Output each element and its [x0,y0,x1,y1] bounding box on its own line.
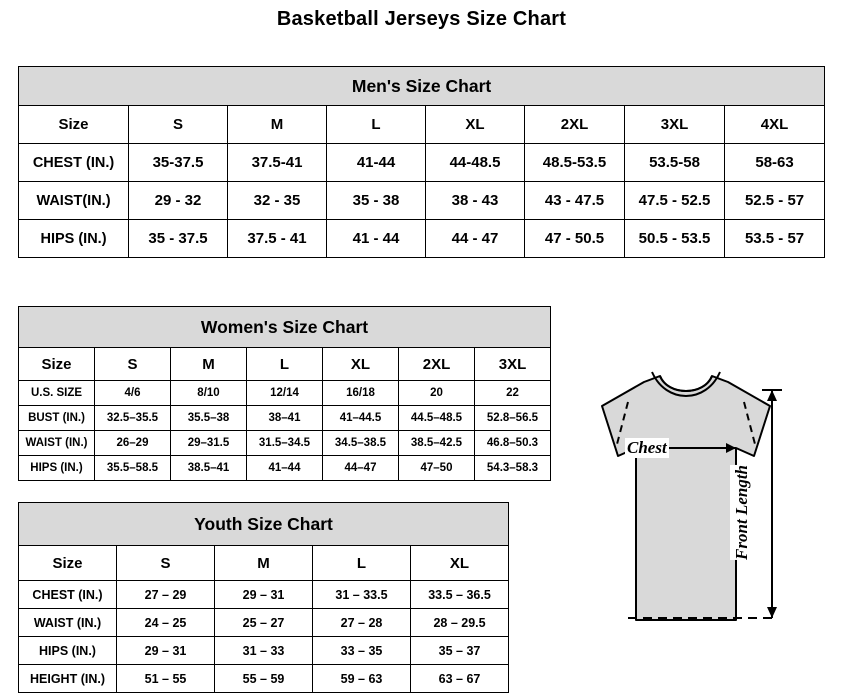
table-row [19,182,825,220]
cell-waist-m: 32 - 35 [228,182,327,220]
column-header-m: M [215,546,313,581]
table-caption-row [19,67,825,106]
row-label-waist: WAIST (IN.) [19,609,117,637]
cell-bust-xl: 41–44.5 [323,406,399,431]
column-header-size: Size [19,546,117,581]
column-header-3xl: 3XL [475,348,551,381]
column-header-s: S [129,106,228,144]
mens-size-chart [18,66,825,258]
cell-height-xl: 63 – 67 [411,665,509,693]
column-header-xl: XL [323,348,399,381]
youth-size-chart [18,502,509,693]
front-length-arrow-top [767,390,777,401]
cell-hips-2xl: 47 - 50.5 [525,220,625,258]
cell-hips-s: 29 – 31 [117,637,215,665]
cell-ussize-m: 8/10 [171,381,247,406]
cell-waist-l: 31.5–34.5 [247,431,323,456]
cell-waist-s: 29 - 32 [129,182,228,220]
row-label-waist: WAIST(IN.) [19,182,129,220]
cell-chest-l: 31 – 33.5 [313,581,411,609]
column-header-3xl: 3XL [625,106,725,144]
cell-waist-3xl: 47.5 - 52.5 [625,182,725,220]
cell-hips-3xl: 54.3–58.3 [475,456,551,481]
jersey-measurement-diagram [540,360,832,672]
cell-bust-m: 35.5–38 [171,406,247,431]
table-header-row [19,106,825,144]
cell-hips-l: 33 – 35 [313,637,411,665]
cell-hips-l: 41 - 44 [327,220,426,258]
chest-dimension-label: Chest [627,438,667,457]
cell-height-s: 51 – 55 [117,665,215,693]
column-header-4xl: 4XL [725,106,825,144]
row-label-height: HEIGHT (IN.) [19,665,117,693]
column-header-size: Size [19,106,129,144]
cell-chest-xl: 44-48.5 [426,144,525,182]
cell-chest-m: 29 – 31 [215,581,313,609]
column-header-m: M [228,106,327,144]
table-row [19,609,509,637]
cell-waist-2xl: 38.5–42.5 [399,431,475,456]
cell-ussize-3xl: 22 [475,381,551,406]
table-row [19,144,825,182]
cell-waist-3xl: 46.8–50.3 [475,431,551,456]
cell-height-m: 55 – 59 [215,665,313,693]
column-header-l: L [313,546,411,581]
table-row [19,406,551,431]
cell-bust-2xl: 44.5–48.5 [399,406,475,431]
column-header-l: L [327,106,426,144]
cell-waist-l: 35 - 38 [327,182,426,220]
page-title: Basketball Jerseys Size Chart [276,8,567,30]
cell-hips-4xl: 53.5 - 57 [725,220,825,258]
cell-bust-s: 32.5–35.5 [95,406,171,431]
column-header-xl: XL [426,106,525,144]
table-header-row [19,348,551,381]
cell-chest-m: 37.5-41 [228,144,327,182]
cell-hips-xl: 35 – 37 [411,637,509,665]
column-header-l: L [247,348,323,381]
cell-hips-xl: 44–47 [323,456,399,481]
column-header-xl: XL [411,546,509,581]
row-label-bust: BUST (IN.) [19,406,95,431]
column-header-s: S [95,348,171,381]
column-header-2xl: 2XL [525,106,625,144]
youth-size-table [18,502,509,693]
cell-chest-s: 35-37.5 [129,144,228,182]
cell-hips-2xl: 47–50 [399,456,475,481]
cell-chest-4xl: 58-63 [725,144,825,182]
row-label-hips: HIPS (IN.) [19,456,95,481]
table-caption-row [19,503,509,546]
cell-hips-3xl: 50.5 - 53.5 [625,220,725,258]
row-label-chest: CHEST (IN.) [19,581,117,609]
column-header-s: S [117,546,215,581]
cell-ussize-s: 4/6 [95,381,171,406]
table-row [19,431,551,456]
column-header-size: Size [19,348,95,381]
mens-chart-caption: Men's Size Chart [19,67,825,106]
table-row [19,581,509,609]
table-header-row [19,546,509,581]
womens-chart-caption: Women's Size Chart [19,307,551,348]
cell-waist-s: 26–29 [95,431,171,456]
cell-waist-xl: 38 - 43 [426,182,525,220]
column-header-2xl: 2XL [399,348,475,381]
row-label-us-size: U.S. SIZE [19,381,95,406]
cell-chest-l: 41-44 [327,144,426,182]
table-caption-row [19,307,551,348]
cell-height-l: 59 – 63 [313,665,411,693]
cell-chest-xl: 33.5 – 36.5 [411,581,509,609]
cell-waist-4xl: 52.5 - 57 [725,182,825,220]
cell-ussize-2xl: 20 [399,381,475,406]
row-label-hips: HIPS (IN.) [19,220,129,258]
womens-size-table [18,306,551,481]
row-label-chest: CHEST (IN.) [19,144,129,182]
cell-waist-xl: 34.5–38.5 [323,431,399,456]
cell-ussize-l: 12/14 [247,381,323,406]
cell-waist-l: 27 – 28 [313,609,411,637]
cell-bust-l: 38–41 [247,406,323,431]
cell-hips-m: 31 – 33 [215,637,313,665]
cell-hips-m: 38.5–41 [171,456,247,481]
cell-waist-m: 29–31.5 [171,431,247,456]
cell-hips-l: 41–44 [247,456,323,481]
cell-hips-s: 35.5–58.5 [95,456,171,481]
womens-size-chart [18,306,551,481]
cell-hips-s: 35 - 37.5 [129,220,228,258]
front-length-dimension-label: Front Length [730,465,754,560]
cell-hips-xl: 44 - 47 [426,220,525,258]
cell-hips-m: 37.5 - 41 [228,220,327,258]
cell-ussize-xl: 16/18 [323,381,399,406]
cell-chest-3xl: 53.5-58 [625,144,725,182]
row-label-hips: HIPS (IN.) [19,637,117,665]
cell-chest-s: 27 – 29 [117,581,215,609]
cell-bust-3xl: 52.8–56.5 [475,406,551,431]
front-length-arrow-bottom [767,607,777,618]
table-row [19,381,551,406]
table-row [19,637,509,665]
youth-chart-caption: Youth Size Chart [19,503,509,546]
row-label-waist: WAIST (IN.) [19,431,95,456]
cell-chest-2xl: 48.5-53.5 [525,144,625,182]
column-header-m: M [171,348,247,381]
table-row [19,456,551,481]
cell-waist-xl: 28 – 29.5 [411,609,509,637]
cell-waist-s: 24 – 25 [117,609,215,637]
jersey-shape-icon [540,360,832,672]
cell-waist-m: 25 – 27 [215,609,313,637]
cell-waist-2xl: 43 - 47.5 [525,182,625,220]
mens-size-table [18,66,825,258]
table-row [19,220,825,258]
